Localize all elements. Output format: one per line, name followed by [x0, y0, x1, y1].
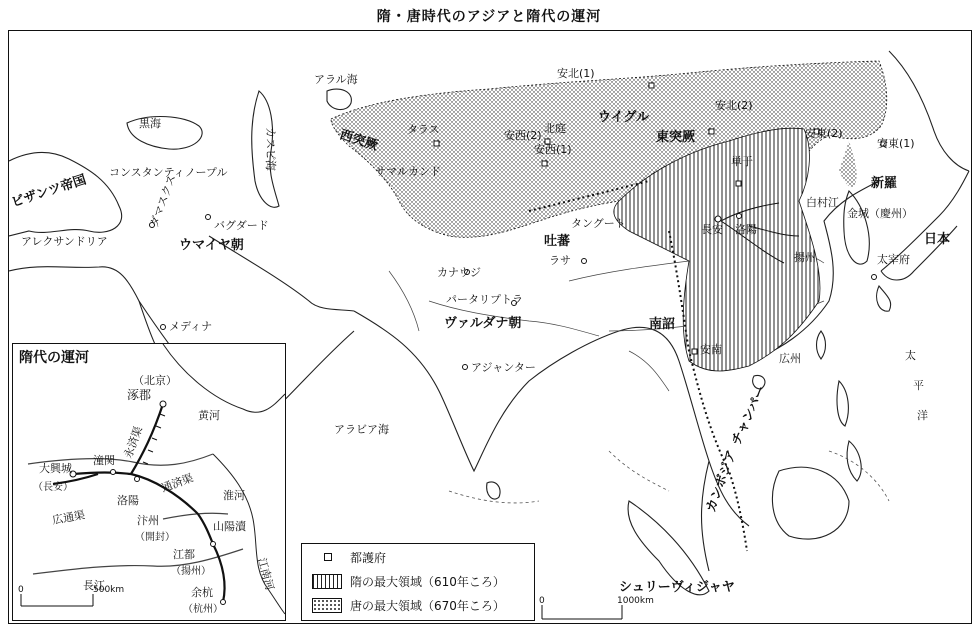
label-baekchon: 白村江 — [806, 196, 839, 209]
marker-anbei2 — [709, 129, 714, 134]
inset-huai-river: 淮河 — [223, 489, 245, 502]
label-pacific-2: 平 — [913, 379, 924, 392]
label-guangzhou: 広州 — [779, 352, 801, 365]
legend-row-protectorate — [312, 548, 386, 566]
main-scale-zero: 0 — [539, 596, 545, 606]
inset-luoyang: 洛陽 — [117, 494, 139, 507]
label-damascus: ダマスクス — [147, 172, 179, 230]
label-umayyad: ウマイヤ朝 — [179, 238, 244, 253]
marker-chanyu — [736, 181, 741, 186]
inset-yongji-canal: 永済渠 — [121, 424, 146, 461]
label-chanyu: 単于 — [731, 155, 753, 168]
inset-beijing: （北京） — [133, 374, 177, 387]
marker-dazaifu — [872, 275, 877, 280]
label-lhasa: ラサ — [549, 254, 571, 267]
inset-shanyang-canal: 山陽瀆 — [213, 520, 246, 533]
inset-bianzhou: 汴州 — [137, 514, 159, 527]
main-scale-bar — [539, 596, 654, 619]
label-nanzhao: 南詔 — [649, 317, 676, 332]
legend-tang-label: 唐の最大領域（670年ころ） — [350, 598, 505, 613]
label-beiting: 北庭 — [544, 122, 566, 135]
label-medina: メディナ — [169, 320, 213, 333]
label-yangzhou: 揚州 — [794, 251, 816, 264]
legend-row-sui — [312, 572, 505, 590]
label-baghdad: バグダード — [214, 219, 269, 232]
label-caspian: カスピ海 — [264, 127, 277, 171]
label-tangut: タングート — [571, 217, 626, 230]
label-anbei1: 安北(1) — [557, 67, 595, 80]
label-japan: 日本 — [924, 232, 951, 247]
marker-anbei1 — [649, 83, 654, 88]
main-scale-label: 1000km — [617, 596, 654, 606]
marker-medina — [161, 325, 166, 330]
label-alexandria: アレクサンドリア — [21, 235, 108, 248]
inset-yuhang: 余杭 — [191, 586, 213, 599]
label-aral: アラル海 — [314, 73, 358, 86]
inset-yuhang-alt: （杭州） — [183, 604, 223, 615]
inset-sui-canals — [12, 343, 286, 621]
inset-title: 隋代の運河 — [19, 350, 89, 366]
label-arabian-sea: アラビア海 — [334, 423, 389, 436]
inset-map — [13, 344, 285, 620]
label-kanauj: カナウジ — [437, 266, 481, 279]
legend-sui-label: 隋の最大領域（610年ころ） — [350, 574, 505, 589]
inset-scale-zero: 0 — [18, 585, 24, 595]
map-title: 隋・唐時代のアジアと隋代の運河 — [376, 9, 602, 25]
inset-jiangdu-alt: （揚州） — [171, 566, 211, 577]
inset-canal-ticks — [143, 414, 165, 464]
legend-tang-swatch — [312, 598, 342, 613]
label-constantinople: コンスタンティノープル — [109, 166, 228, 179]
label-pacific-1: 太 — [905, 349, 916, 362]
legend-protectorate-marker — [324, 553, 332, 561]
label-anbei2: 安北(2) — [715, 99, 753, 112]
inset-scale-bar — [18, 585, 124, 606]
label-anxi1: 安西(1) — [534, 143, 572, 156]
label-vardhana: ヴァルダナ朝 — [444, 316, 522, 331]
label-pataliputra: パータリプトラ — [446, 293, 523, 306]
marker-anxi1 — [542, 161, 547, 166]
inset-yellow-river: 黄河 — [198, 409, 220, 422]
legend — [301, 543, 535, 621]
label-black-sea: 黒海 — [139, 117, 161, 130]
inset-jiangdu: 江都 — [173, 548, 195, 561]
label-uighur: ウイグル — [598, 110, 649, 125]
label-gyeongju: 金城（慶州） — [847, 207, 913, 220]
label-pacific-3: 洋 — [917, 409, 928, 422]
marker-baghdad — [206, 215, 211, 220]
label-samarkand: サマルカンド — [375, 165, 441, 178]
inset-zhuojun: 涿郡 — [127, 388, 152, 402]
label-luoyang: 洛陽 — [735, 223, 757, 236]
label-andong1: 安東(1) — [877, 137, 915, 150]
label-srivijaya: シュリーヴィジャヤ — [619, 580, 735, 595]
label-champa: チャンパー — [729, 383, 770, 448]
tang-extent-korea — [839, 141, 856, 187]
inset-bianzhou-alt: （開封） — [135, 532, 175, 543]
label-east-turks: 東突厥 — [656, 130, 696, 145]
label-west-turks: 西突厥 — [337, 127, 380, 154]
label-cambodia: カンボジア — [703, 448, 740, 515]
inset-yangtze: 長江 — [83, 579, 105, 592]
marker-ajanta — [463, 365, 468, 370]
label-andong2: 安東(2) — [805, 127, 843, 140]
inset-scale-label: 500km — [93, 585, 125, 595]
label-silla: 新羅 — [871, 176, 898, 191]
inset-daxing: 大興城 — [39, 462, 72, 475]
marker-changan — [715, 216, 721, 222]
inset-jiangnan-canal: 江南河 — [255, 556, 277, 592]
marker-annan — [692, 349, 697, 354]
marker-anxi2 — [434, 141, 439, 146]
legend-protectorate-label: 都護府 — [350, 550, 387, 565]
label-talas: タラス — [407, 123, 440, 136]
inset-daxing-alt: （長安） — [33, 482, 73, 493]
sea-routes — [449, 451, 889, 503]
label-anxi2: 安西(2) — [504, 129, 542, 142]
legend-row-tang — [312, 596, 505, 614]
inset-guangtong-canal: 広通渠 — [51, 508, 87, 527]
label-dazaifu: 太宰府 — [877, 253, 910, 266]
marker-lhasa — [582, 259, 587, 264]
legend-sui-swatch — [312, 574, 342, 589]
inset-tongji-canal: 通済渠 — [159, 471, 196, 495]
marker-luoyang — [737, 214, 742, 219]
label-tibet: 吐蕃 — [544, 234, 571, 249]
label-annan: 安南 — [700, 343, 722, 356]
label-byzantine: ビザンツ帝国 — [9, 172, 89, 211]
map-frame — [8, 30, 972, 624]
label-ajanta: アジャンター — [471, 361, 536, 374]
label-changan: 長安 — [701, 223, 723, 236]
inset-tongguan: 潼関 — [93, 454, 115, 467]
